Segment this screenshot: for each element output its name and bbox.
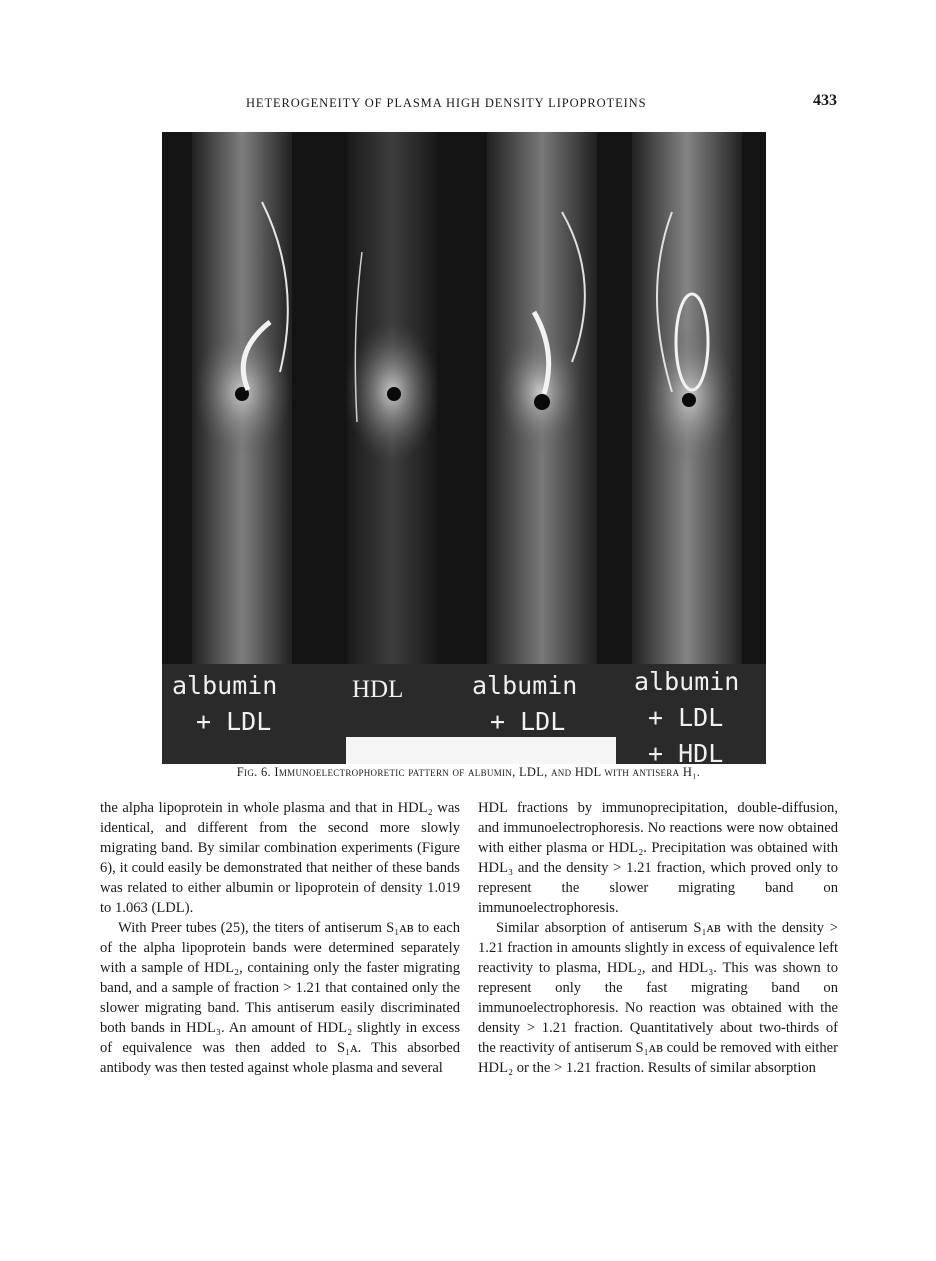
immunoelectrophoresis-photo [162, 132, 766, 768]
well-4 [682, 393, 696, 407]
running-title: HETEROGENEITY OF PLASMA HIGH DENSITY LIPOPROTEINS [246, 96, 647, 110]
lane-label-3: albumin + LDL [472, 671, 578, 736]
caption-label: Fig. 6. [236, 765, 271, 779]
lane-label-4: albumin + LDL + HDL [634, 667, 740, 768]
left-column [100, 798, 460, 1078]
page-number: 433 [813, 92, 837, 109]
lane-label-2: HDL [352, 676, 404, 703]
caption-text: Immunoelectrophoretic pattern of albumin, LDL, and HDL with antisera H₁. [274, 765, 701, 779]
well-3 [534, 394, 550, 410]
paragraph: With Preer tubes (25), the titers of antiserum S₁ᴀʙ to each of the alpha lipoprotein bands were determined separately with a sample of HDL₂, containing only the faster migrating band, and a sample of fraction > 1.21 that contained only the slower migrating band. This antiserum easily discriminated both bands in HDL₃. An amount of HDL₂ slightly in excess of equivalence was then added to S₁ᴀ. This absorbed antibody was then tested against whole plasma and several [100, 920, 460, 1076]
paragraph: the alpha lipoprotein in whole plasma and that in HDL₂ was identical, and different from the second more slowly migrating band. By similar combination experiments (Figure 6), it could easily be demonstrated that neither of these bands was related to either albumin or lipoprotein of density 1.019 to 1.063 (LDL). [100, 800, 460, 916]
page-header [100, 92, 837, 118]
paragraph: HDL fractions by immunoprecipitation, double-diffusion, and immunoelectrophoresis. No reactions were now obtained with either plasma or HDL₂. Precipitation was obtained with HDL₃ and the density > 1.21 fraction, which proved only to represent the slower migrating band on immunoelectrophoresis. [478, 800, 838, 916]
lane-label-1: albumin + LDL [172, 671, 278, 736]
well-2 [387, 387, 401, 401]
figure-caption [100, 765, 837, 780]
right-column [478, 798, 838, 1078]
paragraph: Similar absorption of antiserum S₁ᴀʙ with the density > 1.21 fraction in amounts slightly in excess of equivalence left reactivity to plasma, HDL₂, and HDL₃. This was shown to represent only the fast migrating band on immunoelectrophoresis. No reaction was obtained with the density > 1.21 fraction. Quantitatively about two-thirds of the reactivity of antiserum S₁ᴀʙ could be removed with either HDL₂ or the > 1.21 fraction. Results of similar absorption [478, 920, 838, 1076]
